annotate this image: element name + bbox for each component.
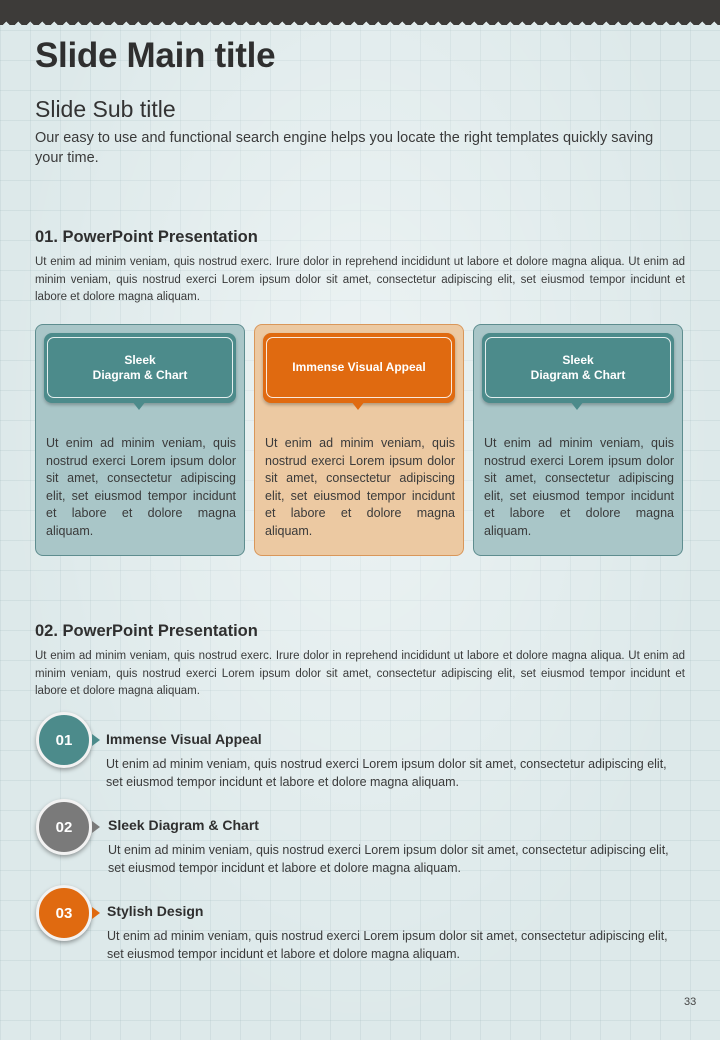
feature-card-1-bubble: [44, 333, 236, 403]
feature-card-2-bubble-tail: [351, 401, 365, 410]
feature-card-3: [473, 324, 683, 556]
top-zigzag-edge: [0, 18, 720, 25]
feature-card-2-text: Ut enim ad minim veniam, quis nostrud exerci Lorem ipsum dolor sit amet, consectetur adipiscing elit, set eiusmod tempor incidunt et labore et dolore magna aliquam.: [265, 436, 455, 538]
page-subtitle: Slide Sub title: [35, 96, 176, 122]
intro-paragraph: Our easy to use and functional search engine helps you locate the right templates quickly saving your time.: [35, 130, 654, 166]
list-item-3-number-badge: 03: [36, 885, 92, 941]
feature-card-2: [254, 324, 464, 556]
feature-card-3-bubble-tail: [570, 401, 584, 410]
feature-card-3-text: Ut enim ad minim veniam, quis nostrud exerci Lorem ipsum dolor sit amet, consectetur adipiscing elit, set eiusmod tempor incidunt et labore et dolore magna aliquam.: [484, 436, 674, 538]
list-item-3-pointer: [92, 907, 100, 919]
feature-card-1-text: Ut enim ad minim veniam, quis nostrud exerci Lorem ipsum dolor sit amet, consectetur adipiscing elit, set eiusmod tempor incidunt et labore et dolore magna aliquam.: [46, 436, 236, 538]
page-number: 33: [684, 996, 697, 1008]
feature-card-3-bubble: [482, 333, 674, 403]
feature-card-1-bubble-tail: [132, 401, 146, 410]
list-item-2-title: Sleek Diagram & Chart: [108, 817, 259, 833]
feature-card-2-label: Immense Visual Appeal: [266, 337, 452, 398]
list-item-1-pointer: [92, 734, 100, 746]
top-decorative-bar: [0, 0, 720, 18]
list-item-1-number-badge: 01: [36, 712, 92, 768]
list-item-2-number-badge: 02: [36, 799, 92, 855]
feature-card-1: [35, 324, 245, 556]
list-item-3-text: Ut enim ad minim veniam, quis nostrud exerci Lorem ipsum dolor sit amet, consectetur adipiscing elit, set eiusmod tempor incidunt et labore et dolore magna aliquam.: [107, 929, 668, 961]
list-item-2-pointer: [92, 821, 100, 833]
list-item-1-text: Ut enim ad minim veniam, quis nostrud exerci Lorem ipsum dolor sit amet, consectetur adipiscing elit, set eiusmod tempor incidunt et labore et dolore magna aliquam.: [106, 757, 667, 789]
feature-card-1-label: Sleek Diagram & Chart: [47, 337, 233, 398]
section-1-heading: 01. PowerPoint Presentation: [35, 228, 258, 246]
list-item-2-text: Ut enim ad minim veniam, quis nostrud exerci Lorem ipsum dolor sit amet, consectetur adipiscing elit, set eiusmod tempor incidunt et labore et dolore magna aliquam.: [108, 843, 669, 875]
list-item-3-title: Stylish Design: [107, 903, 204, 919]
section-2-body: Ut enim ad minim veniam, quis nostrud exerc. Irure dolor in reprehend incididunt ut labore et dolore magna aliqua. Ut enim ad minim veniam, quis nostrud exerci Lorem ipsum dolor sit amet, consectetur adipiscing elit, set eiusmod tempor incidunt et labore et dolore magna aliquam.: [35, 650, 685, 697]
list-item-1-title: Immense Visual Appeal: [106, 731, 262, 747]
feature-card-3-label: Sleek Diagram & Chart: [485, 337, 671, 398]
section-2-heading: 02. PowerPoint Presentation: [35, 622, 258, 640]
page-title: Slide Main title: [35, 36, 276, 75]
section-1-body: Ut enim ad minim veniam, quis nostrud exerc. Irure dolor in reprehend incididunt ut labore et dolore magna aliqua. Ut enim ad minim veniam, quis nostrud exerci Lorem ipsum dolor sit amet, consectetur adipiscing elit, set eiusmod tempor incidunt et labore et dolore magna aliquam.: [35, 256, 685, 303]
feature-card-2-bubble: [263, 333, 455, 403]
